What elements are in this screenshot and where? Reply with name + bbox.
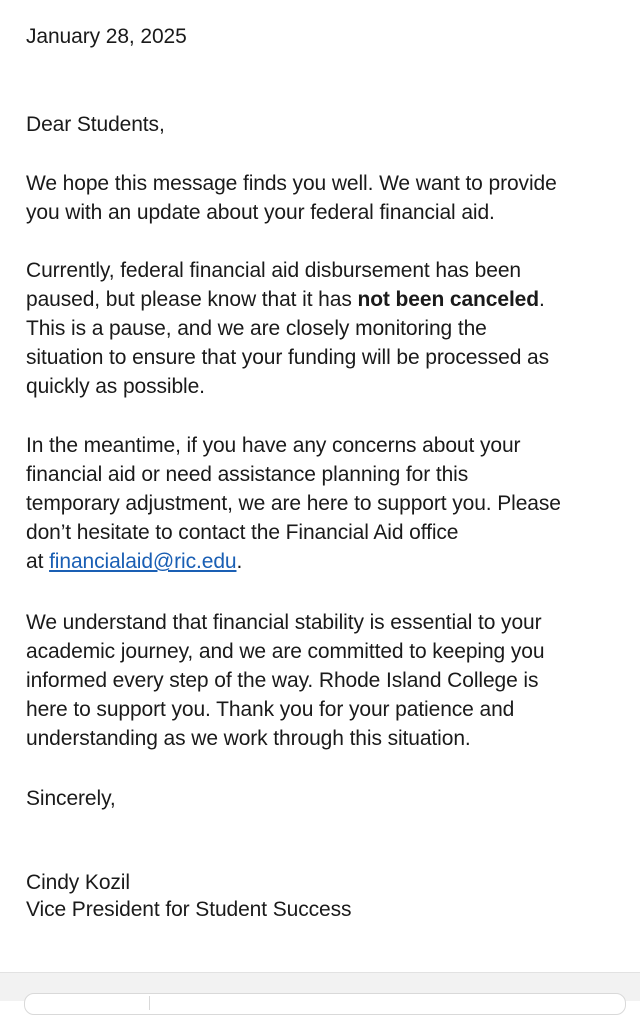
paragraph-text: at — [26, 550, 50, 573]
paragraph-line: understanding as we work through this situation. — [26, 727, 471, 750]
paragraph-line: financial aid or need assistance planning for this — [26, 463, 469, 486]
signature-block — [26, 869, 351, 923]
bottom-toolbar — [0, 972, 640, 1001]
paragraph-line: academic journey, and we are committed to keeping you — [26, 640, 545, 663]
paragraph-line: This is a pause, and we are closely monitoring the — [26, 317, 487, 340]
paragraph-line: Currently, federal financial aid disbursement has been — [26, 259, 521, 282]
paragraph-text: . — [236, 550, 243, 573]
paragraph-line: In the meantime, if you have any concerns about your — [26, 434, 521, 457]
paragraph-line: informed every step of the way. Rhode Island College is — [26, 669, 539, 692]
greeting: Dear Students, — [26, 113, 165, 136]
paragraph-line — [26, 547, 561, 576]
closing: Sincerely, — [26, 787, 116, 810]
toolbar-divider — [149, 996, 150, 1010]
letter-date: January 28, 2025 — [26, 25, 187, 48]
signer-name: Cindy Kozil — [26, 871, 130, 894]
paragraph-contact — [26, 431, 561, 576]
paragraph-line: temporary adjustment, we are here to support you. Please — [26, 492, 561, 515]
signer-title: Vice President for Student Success — [26, 898, 352, 921]
paragraph-line: We hope this message finds you well. We want to provide — [26, 172, 557, 195]
toolbar-pill[interactable] — [24, 993, 626, 1015]
financial-aid-email-link[interactable]: financialaid@ric.edu — [49, 550, 237, 573]
paragraph-line: you with an update about your federal financial aid. — [26, 201, 495, 224]
paragraph-line: situation to ensure that your funding will be processed as — [26, 346, 550, 369]
paragraph-commitment — [26, 608, 544, 753]
paragraph-line: don’t hesitate to contact the Financial Aid office — [26, 521, 459, 544]
paragraph-pause-notice — [26, 256, 549, 401]
paragraph-text: paused, but please know that it has — [26, 288, 358, 311]
paragraph-line: quickly as possible. — [26, 375, 205, 398]
paragraph-line: here to support you. Thank you for your patience and — [26, 698, 515, 721]
paragraph-update — [26, 169, 557, 227]
paragraph-line: We understand that financial stability is essential to your — [26, 611, 542, 634]
emphasis-not-canceled: not been canceled — [357, 288, 539, 311]
paragraph-line — [26, 285, 549, 314]
paragraph-text: . — [539, 288, 545, 311]
